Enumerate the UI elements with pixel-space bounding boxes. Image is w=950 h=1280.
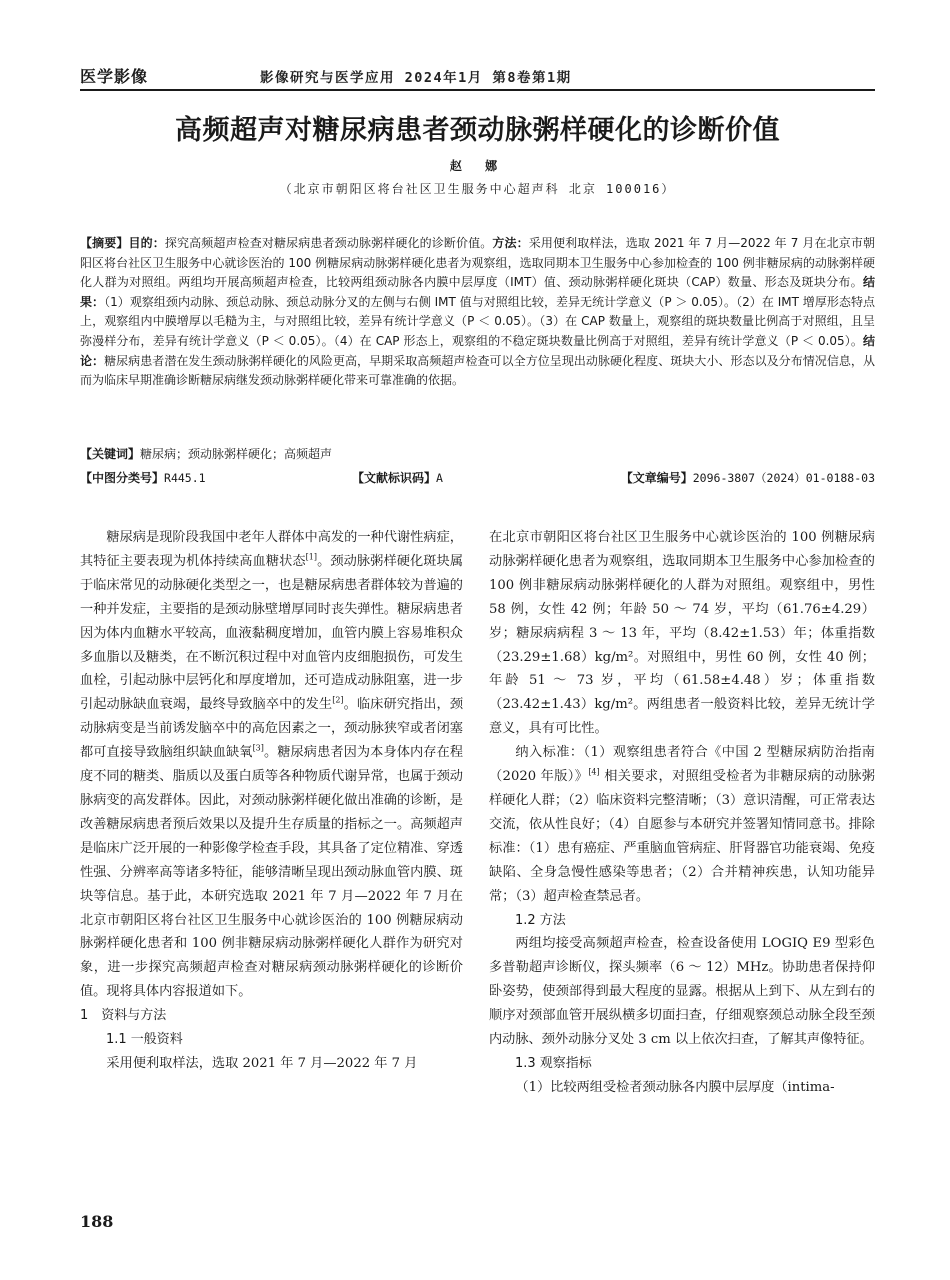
- clc-label: 【中图分类号】: [80, 471, 165, 485]
- citation-1: [1]: [305, 552, 317, 562]
- abstract: [80, 234, 875, 391]
- article-no-value: 2096-3807（2024）01-0188-03: [692, 471, 875, 485]
- criteria-paragraph: 纳入标准：（1）观察组患者符合《中国 2 型糖尿病防治指南（2020 年版）》[4] 相关要求，对照组受检者为非糖尿病的动脉粥样硬化人群；（2）临床资料完整清晰；（3）意识清醒，可正常表达交流，依从性良好；（4）自愿参与本研究并签署知情同意书。排除标准：（1）患有癌症、严重脑血管病症、肝肾器官功能衰竭、免疫缺陷、全身急慢性感染等患者；（2）合并精神疾患，认知功能异常；（3）超声检查禁忌者。: [489, 745, 876, 904]
- method-label: 方法：: [492, 236, 529, 250]
- general-data-paragraph: 采用便利取样法，选取 2021 年 7 月—2022 年 7 月: [106, 1055, 418, 1071]
- result-label: 结果：: [80, 275, 875, 309]
- subjects-paragraph: 在北京市朝阳区将台社区卫生服务中心就诊医治的 100 例糖尿病动脉粥样硬化患者为观察组，选取同期本卫生服务中心参加检查的 100 例非糖尿病动脉粥样硬化的人群为对照组。观察组中，男性 58 例，女性 42 例；年龄 50 ～ 74 岁，平均（61.76±4.29）岁；糖尿病病程 3 ～ 13 年，平均（8.42±1.53）年；体重指数（23.29±1.68）kg/m²。对照组中，男性 60 例，女性 40 例；年龄 51 ～ 73 岁，平均（61.58±4.48）岁；体重指数（23.42±1.43）kg/m²。两组患者一般资料比较，差异无统计学意义，具有可比性。: [489, 530, 875, 737]
- affiliation: （北京市朝阳区将台社区卫生服务中心超声科 北京 100016）: [279, 182, 676, 196]
- clc-value: R445.1: [164, 471, 206, 485]
- section-heading-1-3: 1.3 观察指标: [515, 1055, 592, 1071]
- result-text: （1）观察组颈内动脉、颈总动脉、颈总动脉分叉的左侧与右侧 IMT 值与对照组比较，差异无统计学意义（P ＞ 0.05）。（2）在 IMT 增厚形态特点上，观察组内中膜增厚以毛糙为主，与对照组比较，差异有统计学意义（P ＜ 0.05）。（3）在 CAP 数量上，观察组的斑块数量比例高于对照组，且呈弥漫样分布，差异有统计学意义（P ＜ 0.05）。（4）在 CAP 形态上，观察组的不稳定斑块数量比例高于对照组，差异有统计学意义（P ＜ 0.05）。: [80, 294, 875, 348]
- article-title: 高频超声对糖尿病患者颈动脉粥样硬化的诊断价值: [175, 115, 780, 146]
- objective-text: 探究高频超声检查对糖尿病患者颈动脉粥样硬化的诊断价值。: [164, 236, 493, 250]
- doc-code-label: 【文献标识码】: [352, 471, 437, 485]
- indicators-paragraph: （1）比较两组受检者颈动脉各内膜中层厚度（intima-: [515, 1079, 835, 1095]
- citation-2: [2]: [332, 695, 344, 705]
- section-heading-1-1: 1.1 一般资料: [106, 1032, 183, 1048]
- journal-info: 影像研究与医学应用 2024年1月 第8卷第1期: [260, 70, 572, 86]
- citation-4: [4]: [588, 767, 600, 777]
- conclusion-label: 结论：: [80, 333, 875, 368]
- author: 赵 娜: [449, 159, 506, 173]
- section-heading-1-2: 1.2 方法: [515, 912, 566, 928]
- citation-3: [3]: [252, 743, 264, 753]
- abstract-label: 【摘要】: [80, 236, 129, 250]
- intro-paragraph: 糖尿病是现阶段我国中老年人群体中高发的一种代谢性病症，其特征主要表现为机体持续高血糖状态[1]。颈动脉粥样硬化斑块属于临床常见的动脉硬化类型之一，也是糖尿病患者群体较为普遍的一种并发症，主要指的是颈动脉壁增厚同时丧失弹性。糖尿病患者因为体内血糖水平较高，血液黏稠度增加，血管内膜上容易堆积众多血脂以及糖类，在不断沉积过程中对血管内皮细胞损伤，可发生血栓，引起动脉中层钙化和厚度增加，还可造成动脉阻塞，进一步引起动脉缺血衰竭，最终导致脑卒中的发生[2]。临床研究指出，颈动脉病变是当前诱发脑卒中的高危因素之一，颈动脉狭窄或者闭塞都可直接导致脑组织缺血缺氧[3]。糖尿病患者因为本身体内存在程度不同的糖类、脂质以及蛋白质等各种物质代谢异常，也属于颈动脉病变的高发群体。因此，对颈动脉粥样硬化做出准确的诊断，是改善糖尿病患者预后效果以及提升生存质量的指标之一。高频超声是临床广泛开展的一种影像学检查手段，其具备了定位精准、穿透性强、分辨率高等诸多特征，能够清晰呈现出颈动脉血管内膜、斑块等信息。基于此，本研究选取 2021 年 7 月—2022 年 7 月在北京市朝阳区将台社区卫生服务中心就诊医治的 100 例糖尿病动脉粥样硬化患者和 100 例非糖尿病动脉粥样硬化人群作为研究对象，进一步探究高频超声检查对糖尿病颈动脉粥样硬化的诊断价值。现将具体内容报道如下。: [80, 530, 464, 1000]
- keywords: [80, 445, 875, 464]
- header-divider: [80, 89, 875, 91]
- left-column: [80, 526, 463, 1076]
- keywords-value: 糖尿病；颈动脉粥样硬化；高频超声: [140, 447, 333, 461]
- section-heading-1: 1 资料与方法: [80, 1008, 167, 1024]
- article-no-label: 【文章编号】: [620, 471, 693, 485]
- doc-code-value: A: [436, 471, 443, 485]
- method-text: 采用便利取样法，选取 2021 年 7 月—2022 年 7 月在北京市朝阳区将台社区卫生服务中心就诊医治的 100 例糖尿病动脉粥样硬化患者为观察组，选取同期本卫生服务中心参加检查的 100 例非糖尿病的动脉粥样硬化人群为对照组。两组均开展高频超声检查，比较两组颈动脉各内膜中层厚度（IMT）值、颈动脉粥样硬化斑块（CAP）数量、形态及斑块分布。: [80, 236, 875, 290]
- page-number: 188: [80, 1212, 114, 1231]
- keywords-label: 【关键词】: [80, 447, 141, 461]
- conclusion-text: 糖尿病患者潜在发生颈动脉粥样硬化的风险更高，早期采取高频超声检查可以全方位呈现出动脉硬化程度、斑块大小、形态以及分布情况信息，从而为临床早期准确诊断糖尿病继发颈动脉粥样硬化带来可靠准确的依据。: [80, 353, 875, 388]
- method-paragraph: 两组均接受高频超声检查，检查设备使用 LOGIQ E9 型彩色多普勒超声诊断仪，探头频率（6 ～ 12）MHz。协助患者保持仰卧姿势，使颈部得到最大程度的显露。根据从上到下、从左到右的顺序对颈部血管开展纵横多切面扫查，仔细观察颈总动脉全段至颈内动脉、颈外动脉分叉处 3 cm 以上依次扫查，了解其声像特征。: [489, 936, 875, 1048]
- right-column: [489, 526, 875, 1100]
- section-label: 医学影像: [80, 67, 149, 86]
- objective-label: 目的：: [128, 236, 165, 250]
